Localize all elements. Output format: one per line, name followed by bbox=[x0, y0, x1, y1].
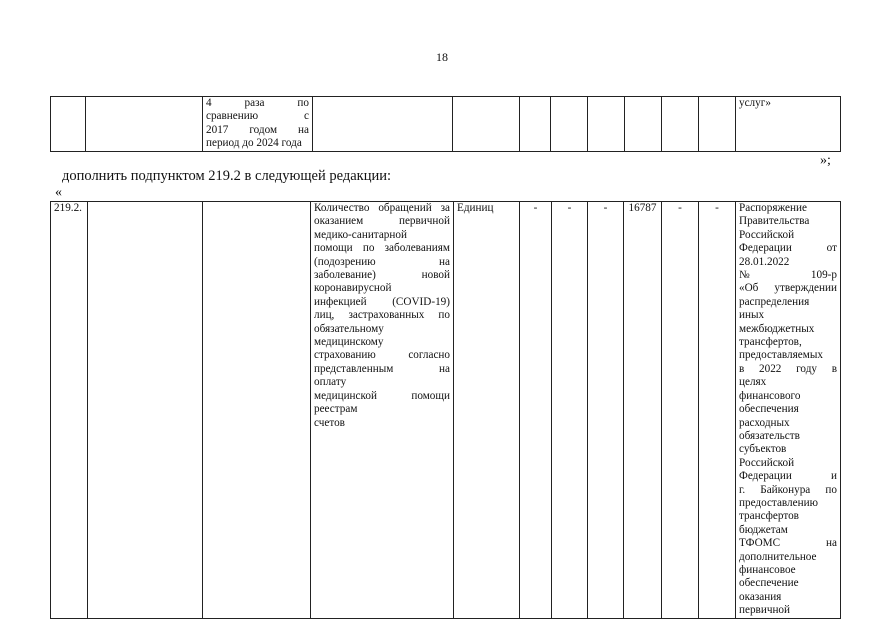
text-line: обеспечения bbox=[739, 403, 799, 416]
text-line: Российской bbox=[739, 228, 795, 241]
cell-value: - bbox=[588, 202, 624, 619]
cell-empty bbox=[625, 97, 662, 152]
text-line: заболевание) новой bbox=[314, 269, 450, 282]
text-line: 2017 годом на bbox=[206, 123, 309, 136]
cell-empty bbox=[551, 97, 588, 152]
text-line: бюджетам bbox=[739, 523, 788, 536]
text-line: Правительства bbox=[739, 215, 810, 228]
cell-basis bbox=[736, 202, 841, 619]
page-number: 18 bbox=[436, 50, 448, 64]
text-line: период до 2024 года bbox=[206, 137, 302, 150]
cell-empty bbox=[313, 97, 453, 152]
amendment-table bbox=[50, 201, 841, 619]
cell-empty bbox=[51, 97, 86, 152]
text-line: помощи по заболеваниям bbox=[314, 242, 450, 255]
text-line: в 2022 году в bbox=[739, 362, 837, 375]
text-line: финансового bbox=[739, 389, 801, 402]
text-line: обеспечение bbox=[739, 577, 799, 590]
text-line: расходных bbox=[739, 416, 790, 429]
text-line: оказанием первичной bbox=[314, 215, 450, 228]
text-line: № 109-р bbox=[739, 269, 837, 282]
cell-empty bbox=[88, 202, 203, 619]
cell-empty bbox=[520, 97, 551, 152]
cell-empty bbox=[453, 97, 520, 152]
closing-quote: »; bbox=[820, 153, 831, 168]
cell-unit: Единиц bbox=[454, 202, 520, 619]
text-line: оказания bbox=[739, 590, 782, 603]
text-line: медицинскому bbox=[314, 336, 384, 349]
cell-indicator-tail bbox=[203, 97, 313, 152]
cell-empty bbox=[662, 97, 699, 152]
text-line: Количество обращений за bbox=[314, 202, 450, 214]
text-line: медико-санитарной bbox=[314, 228, 407, 241]
text-line: трансфертов bbox=[739, 510, 799, 523]
table-row bbox=[51, 202, 841, 619]
text-line: Федерации и bbox=[739, 470, 837, 483]
text-line: страхованию согласно bbox=[314, 349, 450, 362]
text-line: лиц, застрахованных по bbox=[314, 309, 450, 322]
text-line: коронавирусной bbox=[314, 282, 392, 295]
text-line: Федерации от bbox=[739, 242, 837, 255]
text-line: целях bbox=[739, 376, 767, 389]
cell-empty bbox=[86, 97, 203, 152]
text-line: предоставлению bbox=[739, 496, 818, 509]
cell-empty bbox=[203, 202, 311, 619]
cell-value: - bbox=[520, 202, 552, 619]
text-line: трансфертов, bbox=[739, 336, 802, 349]
previous-table-fragment bbox=[50, 96, 841, 152]
cell-value: - bbox=[662, 202, 699, 619]
text-line: представленным на bbox=[314, 362, 450, 375]
cell-empty bbox=[699, 97, 736, 152]
text-line: обязательному bbox=[314, 322, 384, 335]
text-line: предоставляемых bbox=[739, 349, 823, 362]
text-line: дополнительное bbox=[739, 550, 817, 563]
cell-row-number: 219.2. bbox=[51, 202, 88, 619]
text-line: сравнению с bbox=[206, 110, 309, 123]
text-line: 4 раза по bbox=[206, 97, 309, 109]
text-line: межбюджетных bbox=[739, 322, 815, 335]
amendment-text: дополнить подпунктом 219.2 в следующей редакции: bbox=[62, 168, 392, 184]
text-line: финансовое bbox=[739, 563, 796, 576]
text-line: Распоряжение bbox=[739, 202, 807, 214]
cell-value: - bbox=[699, 202, 736, 619]
text-line: «Об утверждении bbox=[739, 282, 837, 295]
text-line: счетов bbox=[314, 416, 345, 429]
text-line: субъектов bbox=[739, 443, 787, 456]
text-line: иных bbox=[739, 309, 765, 322]
cell-value: 16787 bbox=[624, 202, 662, 619]
text-line: первичной bbox=[739, 604, 791, 617]
text-line: ТФОМС на bbox=[739, 537, 837, 550]
text-line: реестрам bbox=[314, 403, 358, 416]
text-line: 28.01.2022 bbox=[739, 255, 790, 268]
cell-basis-tail: услуг» bbox=[736, 97, 841, 152]
text-line: распределения bbox=[739, 295, 810, 308]
text-line: оплату bbox=[314, 376, 347, 389]
text-line: Российской bbox=[739, 456, 795, 469]
text-line: инфекцией (COVID-19) bbox=[314, 295, 450, 308]
opening-quote: « bbox=[55, 185, 62, 200]
text-line: г. Байконура по bbox=[739, 483, 837, 496]
cell-empty bbox=[588, 97, 625, 152]
text-line: медицинской помощи bbox=[314, 389, 450, 402]
table-row bbox=[51, 97, 841, 152]
cell-value: - bbox=[552, 202, 588, 619]
text-line: (подозрению на bbox=[314, 255, 450, 268]
cell-indicator bbox=[311, 202, 454, 619]
text-line: обязательств bbox=[739, 429, 800, 442]
